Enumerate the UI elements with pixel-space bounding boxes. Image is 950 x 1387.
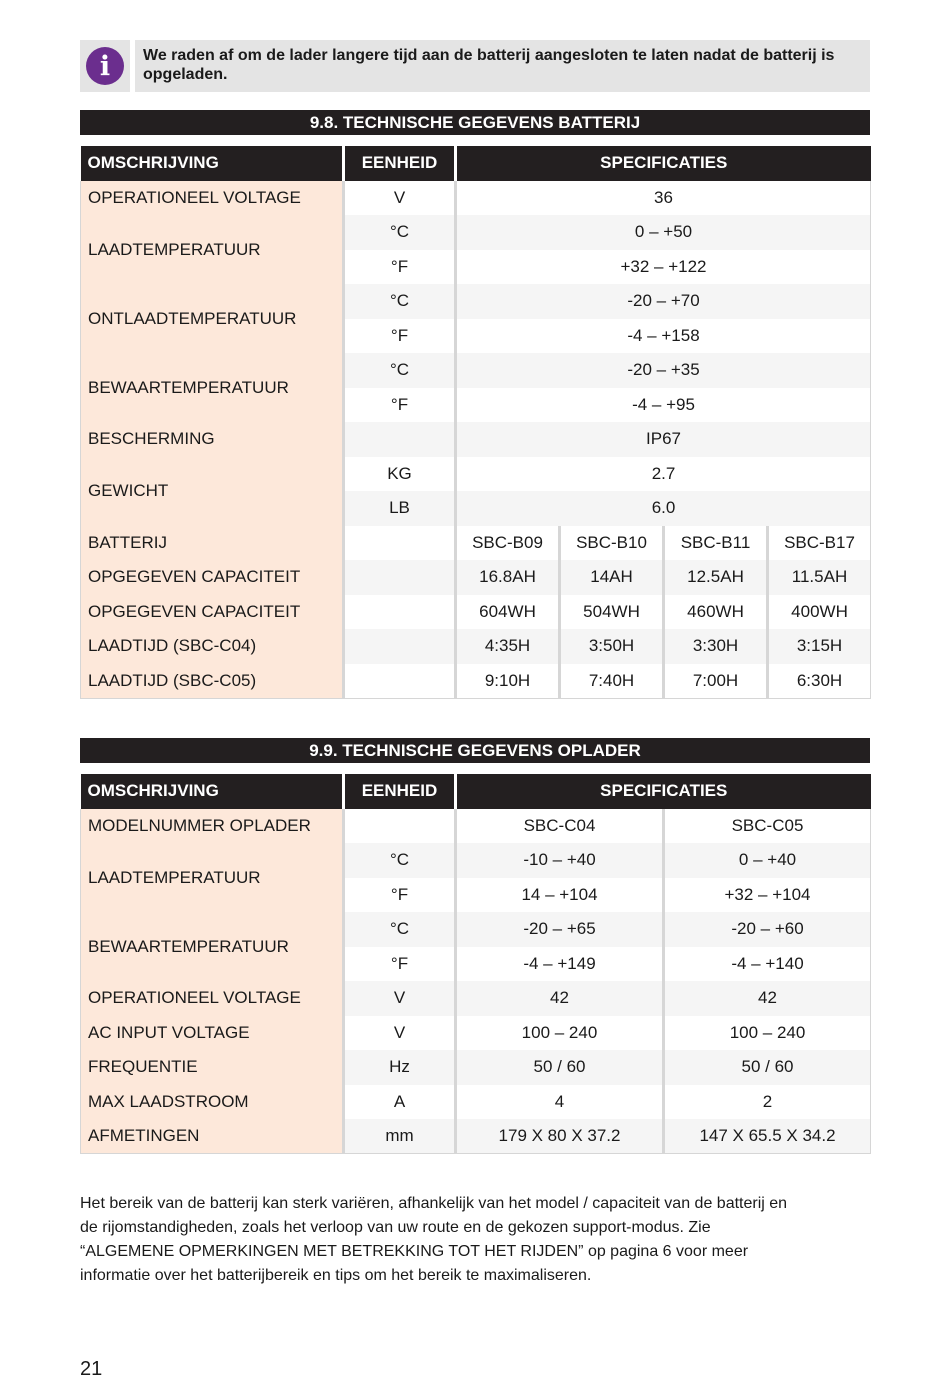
spec-cell: -10 – +40 bbox=[456, 843, 664, 878]
unit-cell: °F bbox=[344, 878, 456, 913]
row-label: MODELNUMMER OPLADER bbox=[81, 809, 344, 844]
spec-cell: 6:30H bbox=[768, 664, 871, 699]
spec-cell: 6.0 bbox=[456, 491, 871, 526]
header-description: OMSCHRIJVING bbox=[81, 146, 344, 181]
spec-cell: 400WH bbox=[768, 595, 871, 630]
table-row bbox=[81, 215, 871, 250]
row-label: GEWICHT bbox=[81, 457, 344, 526]
spec-cell: 14 – +104 bbox=[456, 878, 664, 913]
info-icon: i bbox=[86, 47, 124, 85]
table-header-row bbox=[81, 146, 871, 181]
row-label: BESCHERMING bbox=[81, 422, 344, 457]
spec-cell: SBC-C05 bbox=[664, 809, 871, 844]
row-label: OPERATIONEEL VOLTAGE bbox=[81, 981, 344, 1016]
spec-cell: -20 – +35 bbox=[456, 353, 871, 388]
spec-cell: 3:30H bbox=[664, 629, 768, 664]
info-note bbox=[80, 40, 870, 92]
spec-cell: 7:40H bbox=[560, 664, 664, 699]
header-specifications: SPECIFICATIES bbox=[456, 774, 871, 809]
row-label: LAADTIJD (SBC-C04) bbox=[81, 629, 344, 664]
table-row bbox=[81, 981, 871, 1016]
spec-cell: 2.7 bbox=[456, 457, 871, 492]
row-label: AFMETINGEN bbox=[81, 1119, 344, 1154]
unit-cell: °F bbox=[344, 319, 456, 354]
row-label: OPGEGEVEN CAPACITEIT bbox=[81, 595, 344, 630]
spec-cell: SBC-B10 bbox=[560, 526, 664, 561]
table-row bbox=[81, 843, 871, 878]
table-row bbox=[81, 181, 871, 216]
spec-cell: SBC-B11 bbox=[664, 526, 768, 561]
unit-cell: °C bbox=[344, 284, 456, 319]
unit-cell: °C bbox=[344, 843, 456, 878]
table-row bbox=[81, 526, 871, 561]
unit-cell: °C bbox=[344, 215, 456, 250]
spec-cell: 604WH bbox=[456, 595, 560, 630]
table-row bbox=[81, 1119, 871, 1154]
unit-cell bbox=[344, 664, 456, 699]
info-icon-box bbox=[80, 40, 130, 92]
spec-cell: -4 – +140 bbox=[664, 947, 871, 982]
row-label: ONTLAADTEMPERATUUR bbox=[81, 284, 344, 353]
spec-cell: -4 – +158 bbox=[456, 319, 871, 354]
spec-cell: 7:00H bbox=[664, 664, 768, 699]
spec-cell: 3:50H bbox=[560, 629, 664, 664]
unit-cell: KG bbox=[344, 457, 456, 492]
spec-cell: 50 / 60 bbox=[664, 1050, 871, 1085]
header-specifications: SPECIFICATIES bbox=[456, 146, 871, 181]
row-label: AC INPUT VOLTAGE bbox=[81, 1016, 344, 1051]
spec-cell: 14AH bbox=[560, 560, 664, 595]
row-label: MAX LAADSTROOM bbox=[81, 1085, 344, 1120]
spec-cell: +32 – +104 bbox=[664, 878, 871, 913]
spec-cell: 11.5AH bbox=[768, 560, 871, 595]
row-label: LAADTEMPERATUUR bbox=[81, 215, 344, 284]
unit-cell: °C bbox=[344, 353, 456, 388]
spec-cell: 2 bbox=[664, 1085, 871, 1120]
spec-cell: 179 X 80 X 37.2 bbox=[456, 1119, 664, 1154]
unit-cell: Hz bbox=[344, 1050, 456, 1085]
page-number: 21 bbox=[80, 1358, 103, 1380]
row-label: FREQUENTIE bbox=[81, 1050, 344, 1085]
spec-cell: -20 – +65 bbox=[456, 912, 664, 947]
spec-cell: 460WH bbox=[664, 595, 768, 630]
unit-cell bbox=[344, 422, 456, 457]
note-text: We raden af om de lader langere tijd aan de batterij aangesloten te laten nadat de batterij is opgeladen. bbox=[135, 40, 870, 92]
header-unit: EENHEID bbox=[344, 146, 456, 181]
battery-section-title: 9.8. TECHNISCHE GEGEVENS BATTERIJ bbox=[80, 110, 870, 135]
table-row bbox=[81, 1050, 871, 1085]
table-row bbox=[81, 809, 871, 844]
spec-cell: -4 – +95 bbox=[456, 388, 871, 423]
spec-cell: 50 / 60 bbox=[456, 1050, 664, 1085]
unit-cell bbox=[344, 629, 456, 664]
table-row bbox=[81, 595, 871, 630]
row-label: BEWAARTEMPERATUUR bbox=[81, 912, 344, 981]
unit-cell bbox=[344, 595, 456, 630]
spec-cell: 4:35H bbox=[456, 629, 560, 664]
spec-cell: SBC-B09 bbox=[456, 526, 560, 561]
row-label: BEWAARTEMPERATUUR bbox=[81, 353, 344, 422]
range-info-paragraph: Het bereik van de batterij kan sterk variëren, afhankelijk van het model / capaciteit van de batterij en de rijomstandigheden, zoals het verloop van uw route en de gekozen support-modus. Zie “ALGEMENE OPMERKINGEN MET BETREKKING TOT HET RIJDEN” op pagina 6 voor meer informatie over het batterijbereik en tips om het bereik te maximaliseren. bbox=[80, 1195, 788, 1284]
header-unit: EENHEID bbox=[344, 774, 456, 809]
charger-section-title: 9.9. TECHNISCHE GEGEVENS OPLADER bbox=[80, 738, 870, 763]
spec-cell: 3:15H bbox=[768, 629, 871, 664]
spec-cell: 147 X 65.5 X 34.2 bbox=[664, 1119, 871, 1154]
unit-cell: V bbox=[344, 981, 456, 1016]
spec-cell: 0 – +50 bbox=[456, 215, 871, 250]
spec-cell: 0 – +40 bbox=[664, 843, 871, 878]
unit-cell: °F bbox=[344, 388, 456, 423]
table-row bbox=[81, 560, 871, 595]
spec-cell: IP67 bbox=[456, 422, 871, 457]
table-row bbox=[81, 422, 871, 457]
spec-cell: +32 – +122 bbox=[456, 250, 871, 285]
unit-cell: °C bbox=[344, 912, 456, 947]
spec-cell: 42 bbox=[664, 981, 871, 1016]
spec-cell: 4 bbox=[456, 1085, 664, 1120]
unit-cell: °F bbox=[344, 250, 456, 285]
spec-cell: 100 – 240 bbox=[664, 1016, 871, 1051]
unit-cell: V bbox=[344, 1016, 456, 1051]
header-description: OMSCHRIJVING bbox=[81, 774, 344, 809]
unit-cell: mm bbox=[344, 1119, 456, 1154]
spec-cell: 100 – 240 bbox=[456, 1016, 664, 1051]
unit-cell: °F bbox=[344, 947, 456, 982]
table-row bbox=[81, 284, 871, 319]
spec-cell: -20 – +60 bbox=[664, 912, 871, 947]
charger-spec-table bbox=[80, 774, 871, 1154]
unit-cell: V bbox=[344, 181, 456, 216]
row-label: BATTERIJ bbox=[81, 526, 344, 561]
row-label: LAADTEMPERATUUR bbox=[81, 843, 344, 912]
spec-cell: 12.5AH bbox=[664, 560, 768, 595]
table-row bbox=[81, 912, 871, 947]
unit-cell bbox=[344, 526, 456, 561]
spec-cell: 36 bbox=[456, 181, 871, 216]
spec-cell: -20 – +70 bbox=[456, 284, 871, 319]
row-label: LAADTIJD (SBC-C05) bbox=[81, 664, 344, 699]
spec-cell: SBC-B17 bbox=[768, 526, 871, 561]
table-row bbox=[81, 664, 871, 699]
row-label: OPERATIONEEL VOLTAGE bbox=[81, 181, 344, 216]
row-label: OPGEGEVEN CAPACITEIT bbox=[81, 560, 344, 595]
unit-cell: A bbox=[344, 1085, 456, 1120]
table-row bbox=[81, 1085, 871, 1120]
spec-cell: 504WH bbox=[560, 595, 664, 630]
table-row bbox=[81, 1016, 871, 1051]
battery-spec-table bbox=[80, 146, 871, 699]
table-row bbox=[81, 353, 871, 388]
spec-cell: 42 bbox=[456, 981, 664, 1016]
spec-cell: SBC-C04 bbox=[456, 809, 664, 844]
table-row bbox=[81, 457, 871, 492]
spec-cell: 16.8AH bbox=[456, 560, 560, 595]
unit-cell: LB bbox=[344, 491, 456, 526]
spec-cell: 9:10H bbox=[456, 664, 560, 699]
unit-cell bbox=[344, 809, 456, 844]
spec-cell: -4 – +149 bbox=[456, 947, 664, 982]
table-row bbox=[81, 629, 871, 664]
unit-cell bbox=[344, 560, 456, 595]
table-header-row bbox=[81, 774, 871, 809]
